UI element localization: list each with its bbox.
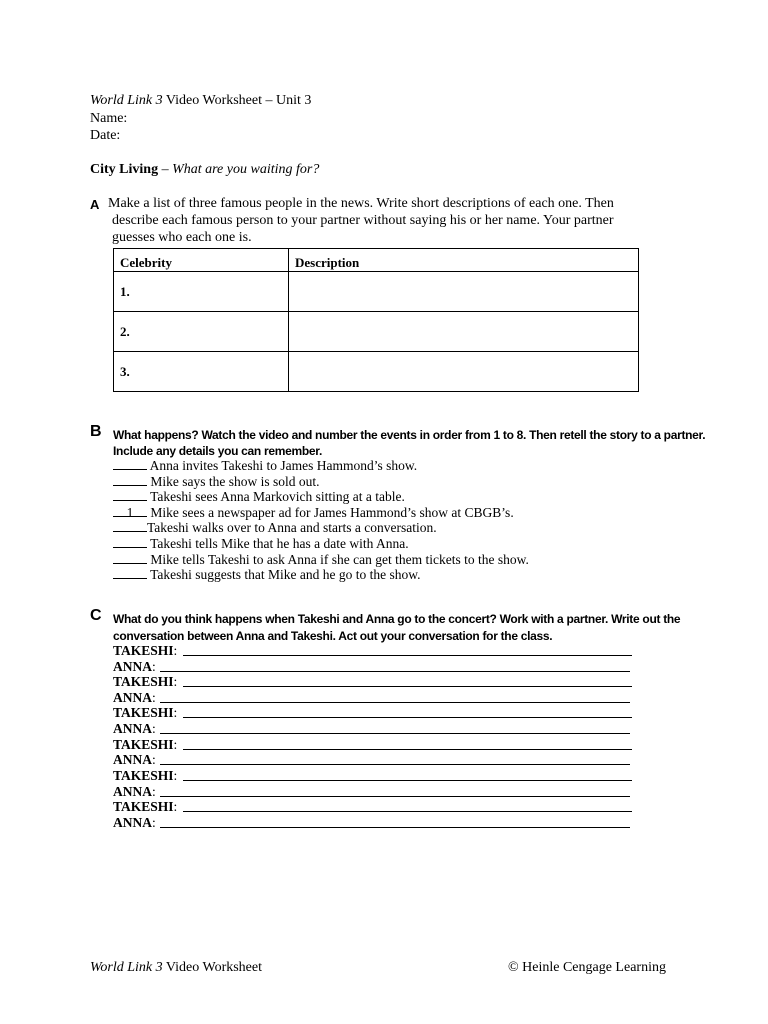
order-blank[interactable] — [113, 474, 147, 486]
worksheet-title: World Link 3 Video Worksheet – Unit 3 — [90, 93, 312, 108]
conversation-line: ANNA: — [113, 689, 156, 705]
lesson-title: City Living – What are you waiting for? — [90, 162, 320, 177]
table-row — [114, 312, 639, 352]
conversation-line: TAKESHI: — [113, 768, 178, 783]
description-header: Description — [289, 249, 639, 272]
conversation-line: ANNA: — [113, 783, 156, 799]
order-blank[interactable] — [113, 489, 147, 501]
answer-line[interactable] — [160, 764, 630, 765]
description-cell[interactable] — [289, 272, 639, 312]
footer-copyright: © Heinle Cengage Learning — [508, 960, 666, 975]
answer-line[interactable] — [183, 811, 632, 812]
list-item: Mike says the show is sold out. — [113, 474, 320, 490]
answer-line[interactable] — [183, 655, 632, 656]
conversation-line: ANNA: — [113, 752, 156, 767]
celebrity-cell[interactable]: 2. — [114, 312, 289, 352]
answer-line[interactable] — [160, 796, 630, 797]
order-blank[interactable]: 1 — [113, 505, 147, 517]
order-blank[interactable] — [113, 567, 147, 579]
answer-line[interactable] — [160, 733, 630, 734]
section-a-letter: A — [90, 197, 100, 212]
list-item: Takeshi tells Mike that he has a date with Anna. — [113, 536, 409, 552]
date-label: Date: — [90, 128, 121, 143]
celebrity-table — [113, 248, 639, 392]
conversation-line: TAKESHI: — [113, 799, 178, 814]
table-row — [114, 352, 639, 392]
conversation-line: TAKESHI: — [113, 705, 178, 720]
answer-line[interactable] — [160, 827, 630, 828]
answer-line[interactable] — [183, 686, 632, 687]
order-blank[interactable] — [113, 536, 147, 548]
list-item: Takeshi suggests that Mike and he go to the show. — [113, 567, 421, 583]
list-item: Mike tells Takeshi to ask Anna if she can get them tickets to the show. — [113, 552, 529, 568]
list-item: 1 Mike sees a newspaper ad for James Hammond’s show at CBGB’s. — [113, 505, 514, 521]
celebrity-cell[interactable]: 1. — [114, 272, 289, 312]
answer-line[interactable] — [183, 780, 632, 781]
list-item: Takeshi walks over to Anna and starts a conversation. — [113, 520, 437, 536]
section-b-letter: B — [90, 423, 102, 440]
list-item: Anna invites Takeshi to James Hammond’s show. — [113, 458, 417, 474]
conversation-line: ANNA: — [113, 721, 156, 736]
description-cell[interactable] — [289, 352, 639, 392]
order-blank[interactable] — [113, 458, 147, 470]
table-row — [114, 272, 639, 312]
order-blank[interactable] — [113, 552, 147, 564]
conversation-line: TAKESHI: — [113, 736, 178, 752]
answer-line[interactable] — [183, 749, 632, 750]
answer-line[interactable] — [160, 671, 630, 672]
answer-line[interactable] — [160, 702, 630, 703]
conversation-line: ANNA: — [113, 815, 156, 830]
table-header-row — [114, 249, 639, 272]
description-cell[interactable] — [289, 312, 639, 352]
conversation-line: ANNA: — [113, 658, 156, 674]
footer-title: World Link 3 Video Worksheet — [90, 960, 262, 975]
conversation-line: TAKESHI: — [113, 643, 178, 658]
section-c-letter: C — [90, 607, 102, 624]
list-item: Takeshi sees Anna Markovich sitting at a table. — [113, 489, 405, 505]
conversation-line: TAKESHI: — [113, 674, 178, 689]
celebrity-header: Celebrity — [114, 249, 289, 272]
answer-line[interactable] — [183, 717, 632, 718]
celebrity-cell[interactable]: 3. — [114, 352, 289, 392]
order-blank[interactable] — [113, 520, 147, 532]
name-label: Name: — [90, 111, 128, 126]
